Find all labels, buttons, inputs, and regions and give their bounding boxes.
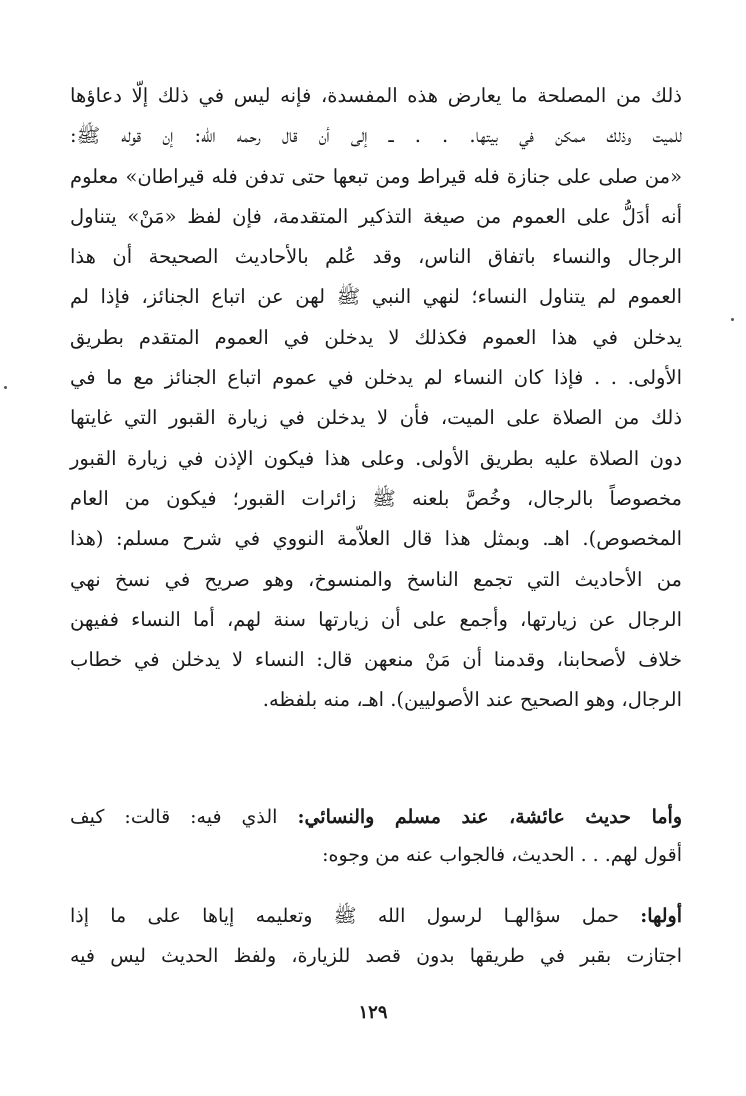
text-line: اجتازت بقبر في طريقها بدون قصد للزيارة، ولفظ الحديث ليس فيه <box>70 945 682 967</box>
text-line: «من صلى على جنازة فله قيراط ومن تبعها حتى تدفن فله قيراطان» معلوم <box>70 164 682 188</box>
paragraph-aisha-hadith <box>70 798 682 874</box>
line-rest: الذي فيه: قالت: كيف <box>70 806 298 828</box>
paragraph-first-answer <box>70 896 682 976</box>
text-line: الرجال والنساء باتفاق الناس، وقد عُلم بالأحاديث الصحيحة أن هذا <box>70 245 682 269</box>
margin-speck <box>4 386 7 389</box>
bold-lead: أولها: <box>640 905 682 927</box>
text-line: للميت وذلك ممكن في بيتها. . . ــ إلى أن قال رحمه الله: إن قوله ﷺ: <box>70 124 682 148</box>
text-line <box>70 896 682 936</box>
text-line: يدخلن في هذا العموم فكذلك لا يدخلن في العموم المتقدم بطريق <box>70 325 682 349</box>
text-line: أنه أدَلُّ على العموم من صيغة التذكير المتقدمة، فإن لفظ «مَنْ» يتناول <box>70 204 682 228</box>
text-line: المخصوص). اهـ. وبمثل هذا قال العلاّمة النووي في شرح مسلم: (هذا <box>70 527 682 551</box>
text-line: ذلك من الصلاة على الميت، فأن لا يدخلن في زيارة القبور التي غايتها <box>70 406 682 430</box>
text-line: أقول لهم. . . الحديث، فالجواب عنه من وجوه: <box>322 844 682 866</box>
text-line: الرجال، وهو الصحيح عند الأصوليين). اهـ، منه بلفظه. <box>262 688 682 712</box>
text-line: من الأحاديث التي تجمع الناسخ والمنسوخ، وهو صريح في نسخ نهي <box>70 567 682 591</box>
text-line: العموم لم يتناول النساء؛ لنهي النبي ﷺ لهن عن اتباع الجنائز، فإذا لم <box>70 285 682 309</box>
text-line: الأولى. . . فإذا كان النساء لم يدخلن في عموم اتباع الجنائز مع ما في <box>70 366 682 390</box>
line-rest: حمل سؤالهـا لرسول الله ﷺ وتعليمه إياها على ما إذا <box>70 905 641 927</box>
text-line: الرجال عن زيارتها، وأجمع على أن زيارتها سنة لهم، أما النساء ففيهن <box>70 607 682 631</box>
text-line <box>70 798 682 836</box>
paragraph-fatwa-quote <box>70 76 682 721</box>
text-line: مخصوصاً بالرجال، وخُصَّ بلعنه ﷺ زائرات القبور؛ فيكون من العام <box>70 486 682 510</box>
page-number: ١٢٩ <box>358 1002 388 1023</box>
bold-lead: وأما حديث عائشة، عند مسلم والنسائي: <box>297 806 683 828</box>
text-line: دون الصلاة عليه بطريق الأولى. وعلى هذا فيكون الإذن في زيارة القبور <box>70 446 682 470</box>
text-line: خلاف لأصحابنا، وقدمنا أن مَنْ منعهن قال: النساء لا يدخلن في خطاب <box>70 648 682 672</box>
margin-speck <box>731 318 734 321</box>
text-line: ذلك من المصلحة ما يعارض هذه المفسدة، فإنه ليس في ذلك إلّا دعاؤها <box>70 84 682 107</box>
